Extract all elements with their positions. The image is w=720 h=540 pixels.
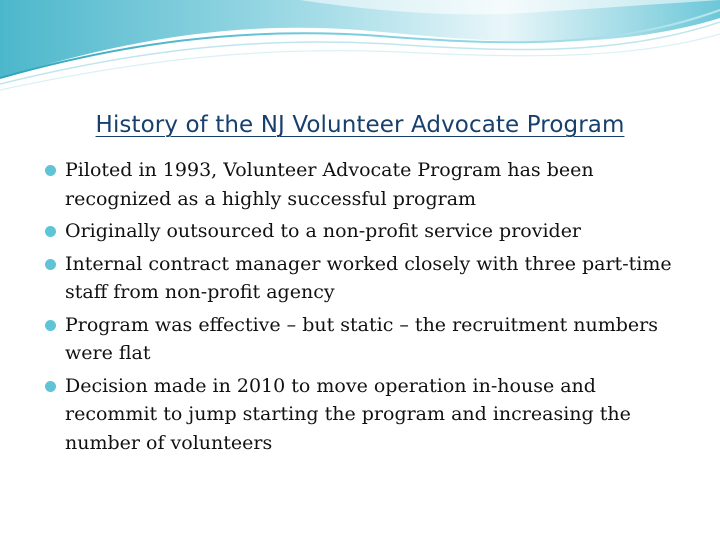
bullet-item [44,250,684,307]
slide-title-text: History of the NJ Volunteer Advocate Program [95,112,625,138]
bullet-dot-icon [45,381,56,392]
bullet-text: Program was effective – but static – the recruitment numbers were flat [65,313,658,364]
bullet-text: Internal contract manager worked closely with three part-time staff from non-profit agency [65,252,672,303]
bullet-item [44,156,684,213]
decorative-wave-header [0,0,720,95]
bullet-text: Piloted in 1993, Volunteer Advocate Program has been recognized as a highly successful program [65,159,594,210]
bullet-dot-icon [45,259,56,270]
bullet-text: Originally outsourced to a non-profit service provider [65,220,582,242]
wave-band-top [0,0,720,78]
bullet-list [44,156,684,461]
bullet-dot-icon [45,226,56,237]
bullet-item [44,311,684,368]
bullet-dot-icon [45,320,56,331]
bullet-dot-icon [45,165,56,176]
slide-title [0,112,720,138]
bullet-text: Decision made in 2010 to move operation in-house and recommit to jump starting the program and increasing the number of volunteers [65,374,631,454]
bullet-item [44,372,684,458]
bullet-item [44,217,684,246]
